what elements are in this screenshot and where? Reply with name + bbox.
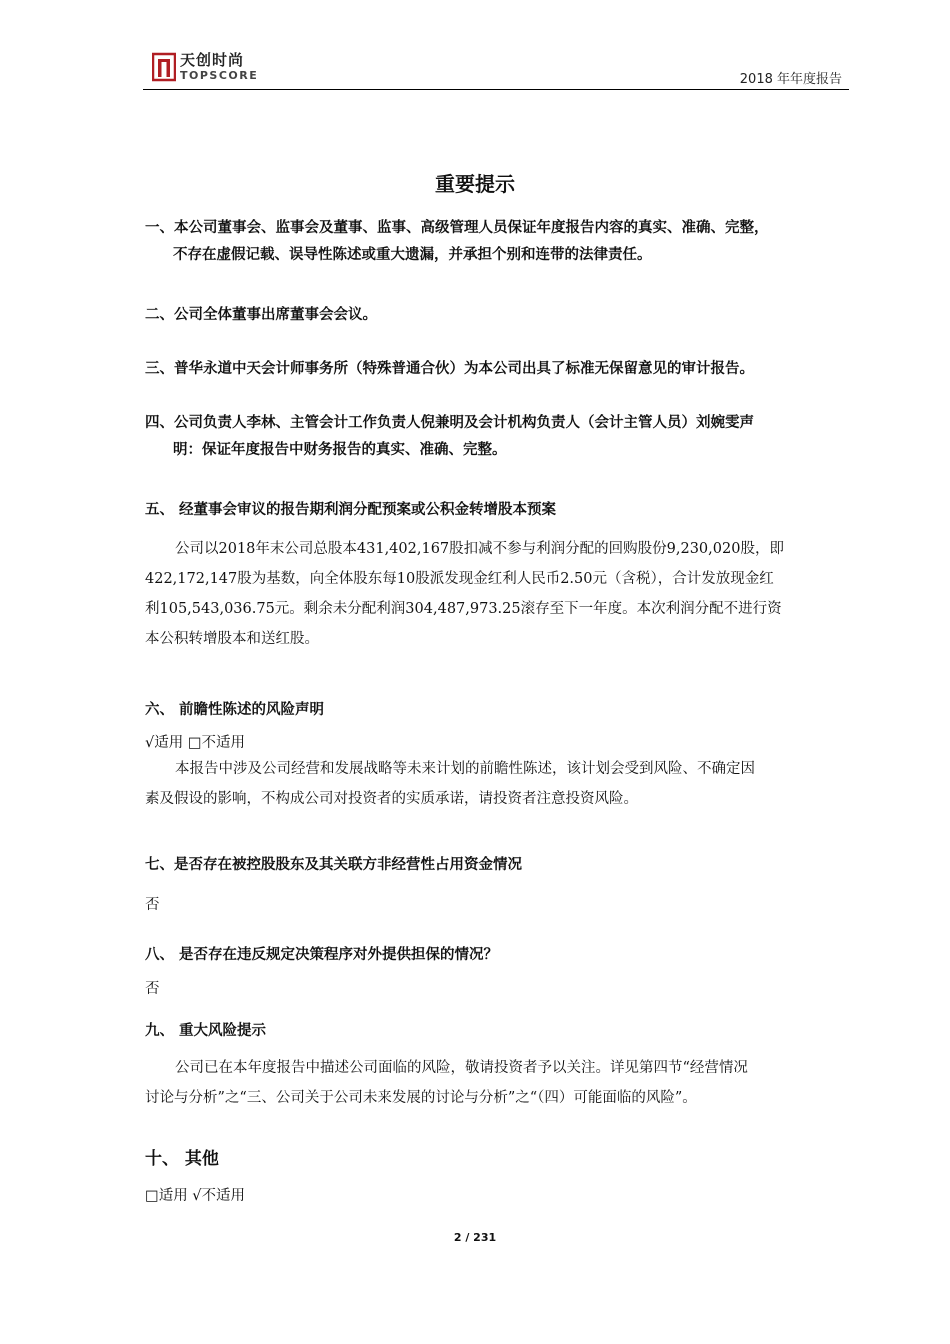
- section-8-answer: 否: [145, 981, 160, 997]
- section-6-body-line: 素及假设的影响，不构成公司对投资者的实质承诺，请投资者注意投资风险。: [145, 791, 638, 807]
- company-logo: [152, 50, 258, 84]
- page-number: 2 / 231: [453, 1231, 497, 1244]
- section-10-heading: 十、 其他: [145, 1149, 219, 1169]
- section-5-heading: 五、 经董事会审议的报告期利润分配预案或公积金转增股本预案: [145, 502, 557, 518]
- section-1-line-2: 不存在虚假记载、误导性陈述或重大遗漏，并承担个别和连带的法律责任。: [173, 247, 652, 263]
- section-5-body-line: 本公积转增股本和送红股。: [145, 631, 319, 647]
- section-9-body-line: 公司已在本年度报告中描述公司面临的风险，敬请投资者予以关注。详见第四节“经营情况: [175, 1060, 748, 1076]
- section-3: 三、普华永道中天会计师事务所（特殊普通合伙）为本公司出具了标准无保留意见的审计报告。: [145, 361, 754, 377]
- header-rule: [143, 89, 849, 90]
- report-year-label: 2018 年年度报告: [739, 72, 842, 87]
- section-5-body-line: 422,172,147股为基数，向全体股东每10股派发现金红利人民币2.50元（含税），合计发放现金红: [145, 571, 774, 587]
- section-7-answer: 否: [145, 897, 160, 913]
- section-8-heading: 八、 是否存在违反规定决策程序对外提供担保的情况？: [145, 947, 499, 963]
- section-7-heading: 七、是否存在被控股股东及其关联方非经营性占用资金情况: [145, 857, 522, 873]
- logo-english-text: TOPSCORE: [180, 69, 259, 82]
- section-6-choice: √适用 □不适用: [145, 735, 246, 751]
- logo-chinese-text: 天创时尚: [180, 51, 245, 69]
- section-9-body-line: 讨论与分析”之“三、公司关于公司未来发展的讨论与分析”之“（四）可能面临的风险”。: [145, 1090, 697, 1106]
- section-6-body: [145, 754, 850, 814]
- section-2: 二、公司全体董事出席董事会会议。: [145, 307, 377, 323]
- section-4: [145, 410, 754, 464]
- logo-mark-icon: [152, 52, 176, 82]
- section-6-body-line: 本报告中涉及公司经营和发展战略等未来计划的前瞻性陈述，该计划会受到风险、不确定因: [175, 761, 755, 777]
- section-5-body-line: 利105,543,036.75元。剩余未分配利润304,487,973.25滚存至下一年度。本次利润分配不进行资: [145, 601, 782, 617]
- section-5-body: [145, 534, 850, 654]
- section-4-line-2: 明：保证年度报告中财务报告的真实、准确、完整。: [173, 442, 507, 458]
- section-4-line-1: 四、公司负责人李林、主管会计工作负责人倪兼明及会计机构负责人（会计主管人员）刘婉雯声: [145, 415, 754, 431]
- page-title: 重要提示: [435, 172, 515, 196]
- section-9-body: [145, 1053, 850, 1113]
- page-header: [0, 0, 950, 95]
- section-5-body-line: 公司以2018年末公司总股本431,402,167股扣减不参与利润分配的回购股份9,230,020股，即: [175, 541, 784, 557]
- section-9-heading: 九、 重大风险提示: [145, 1023, 267, 1039]
- section-1-line-1: 一、本公司董事会、监事会及董事、监事、高级管理人员保证年度报告内容的真实、准确、完整，: [145, 220, 769, 236]
- section-10-choice: □适用 √不适用: [145, 1188, 246, 1204]
- section-6-heading: 六、 前瞻性陈述的风险声明: [145, 702, 325, 718]
- section-1: [145, 215, 769, 269]
